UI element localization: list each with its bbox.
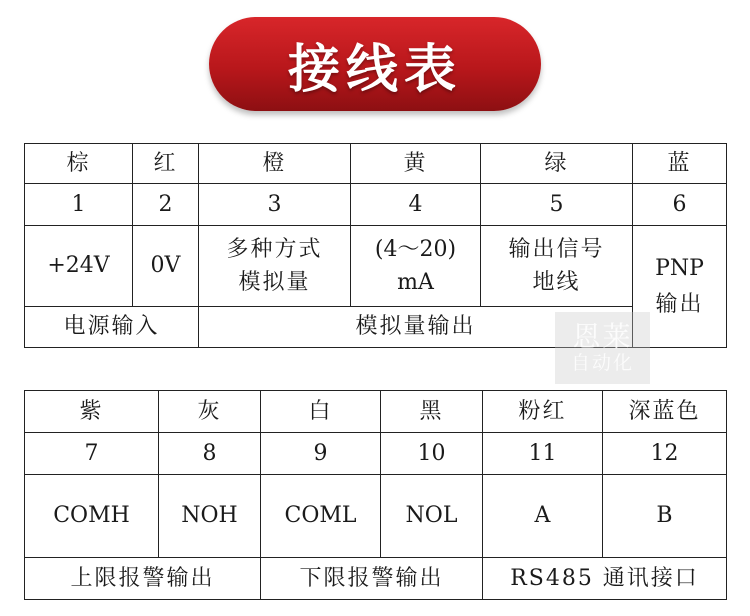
signal-cell: 0V xyxy=(133,226,199,307)
signal-line: PNP xyxy=(655,256,704,282)
wire-number-cell: 11 xyxy=(483,433,603,475)
wire-color-cell: 紫 xyxy=(25,391,159,433)
signal-cell: NOL xyxy=(381,475,483,558)
wire-color-cell: 橙 xyxy=(199,144,351,184)
wire-color-cell: 红 xyxy=(133,144,199,184)
signal-row xyxy=(25,226,727,307)
signal-line: 输出 xyxy=(655,291,704,317)
wire-color-cell: 白 xyxy=(261,391,381,433)
wiring-table-2 xyxy=(24,390,727,600)
wire-color-cell: 黄 xyxy=(351,144,481,184)
wire-color-cell: 棕 xyxy=(25,144,133,184)
wire-number-cell: 4 xyxy=(351,184,481,226)
signal-cell xyxy=(351,226,481,307)
number-row xyxy=(25,184,727,226)
group-row xyxy=(25,307,727,348)
group-label-cell: 电源输入 xyxy=(25,307,199,348)
wire-color-cell: 深蓝色 xyxy=(603,391,727,433)
wire-number-cell: 12 xyxy=(603,433,727,475)
signal-cell xyxy=(199,226,351,307)
signal-cell: COMH xyxy=(25,475,159,558)
signal-line: mA xyxy=(397,270,434,295)
wire-color-cell: 绿 xyxy=(481,144,633,184)
signal-cell xyxy=(633,226,727,348)
number-row xyxy=(25,433,727,475)
wire-number-cell: 9 xyxy=(261,433,381,475)
group-label-cell: 下限报警输出 xyxy=(261,558,483,600)
wire-number-cell: 10 xyxy=(381,433,483,475)
signal-line: 多种方式 xyxy=(226,236,323,262)
wire-number-cell: 3 xyxy=(199,184,351,226)
wire-color-cell: 黑 xyxy=(381,391,483,433)
signal-line: 输出信号 xyxy=(508,236,605,262)
wire-number-cell: 6 xyxy=(633,184,727,226)
signal-cell: A xyxy=(483,475,603,558)
title-banner xyxy=(209,17,541,111)
color-row xyxy=(25,391,727,433)
signal-cell: B xyxy=(603,475,727,558)
wire-number-cell: 5 xyxy=(481,184,633,226)
signal-line: (4～20) xyxy=(374,236,457,262)
watermark-line: 恩莱 xyxy=(572,320,633,353)
wire-color-cell: 粉红 xyxy=(483,391,603,433)
group-label-cell: 上限报警输出 xyxy=(25,558,261,600)
group-row xyxy=(25,558,727,600)
watermark-line: 自动化 xyxy=(570,352,634,374)
signal-cell xyxy=(481,226,633,307)
page-title: 接线表 xyxy=(287,39,462,100)
wire-color-cell: 蓝 xyxy=(633,144,727,184)
signal-row xyxy=(25,475,727,558)
group-label-cell: 模拟量输出 xyxy=(199,307,633,348)
wire-number-cell: 8 xyxy=(159,433,261,475)
signal-cell: NOH xyxy=(159,475,261,558)
signal-line: 模拟量 xyxy=(238,270,311,295)
wiring-table-1 xyxy=(24,143,727,348)
signal-cell: +24V xyxy=(25,226,133,307)
color-row xyxy=(25,144,727,184)
wire-color-cell: 灰 xyxy=(159,391,261,433)
wire-number-cell: 7 xyxy=(25,433,159,475)
signal-line: 地线 xyxy=(532,270,581,295)
wire-number-cell: 1 xyxy=(25,184,133,226)
group-label-cell: RS485 通讯接口 xyxy=(483,558,727,600)
wire-number-cell: 2 xyxy=(133,184,199,226)
signal-cell: COML xyxy=(261,475,381,558)
